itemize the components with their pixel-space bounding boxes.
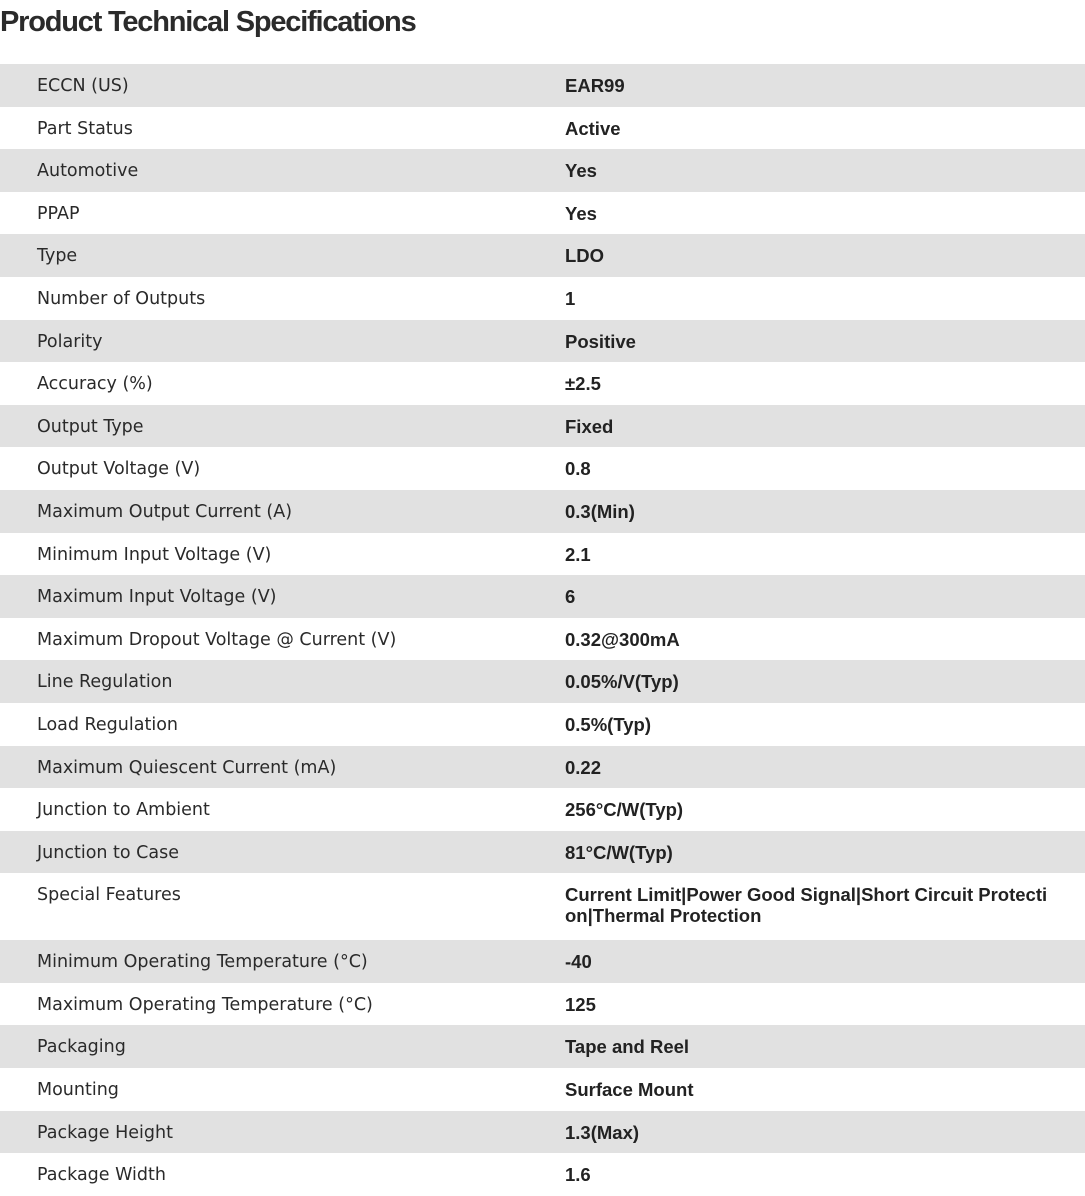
spec-label: Output Voltage (V) <box>0 447 565 490</box>
spec-row <box>0 1068 1085 1111</box>
spec-row <box>0 149 1085 192</box>
spec-label: Minimum Operating Temperature (°C) <box>0 940 565 983</box>
spec-value: 6 <box>565 575 1085 618</box>
spec-value: LDO <box>565 234 1085 277</box>
spec-label: Packaging <box>0 1025 565 1068</box>
spec-label: PPAP <box>0 192 565 235</box>
spec-label: Output Type <box>0 405 565 448</box>
spec-value: 1.3(Max) <box>565 1111 1085 1154</box>
spec-value: Tape and Reel <box>565 1025 1085 1068</box>
spec-label: ECCN (US) <box>0 64 565 107</box>
spec-label: Line Regulation <box>0 660 565 703</box>
spec-label: Mounting <box>0 1068 565 1111</box>
spec-row <box>0 277 1085 320</box>
spec-label: Maximum Quiescent Current (mA) <box>0 746 565 789</box>
spec-label: Package Height <box>0 1111 565 1154</box>
spec-row <box>0 533 1085 576</box>
spec-row <box>0 1025 1085 1068</box>
spec-row <box>0 703 1085 746</box>
spec-label: Special Features <box>0 873 565 940</box>
spec-label: Maximum Operating Temperature (°C) <box>0 983 565 1026</box>
spec-row <box>0 873 1085 940</box>
spec-row <box>0 320 1085 363</box>
spec-value: -40 <box>565 940 1085 983</box>
spec-value: Current Limit|Power Good Signal|Short Circuit Protection|Thermal Protection <box>565 873 1085 940</box>
spec-value: 1.6 <box>565 1153 1085 1196</box>
spec-value: 0.5%(Typ) <box>565 703 1085 746</box>
spec-row <box>0 447 1085 490</box>
spec-label: Type <box>0 234 565 277</box>
spec-value: 0.8 <box>565 447 1085 490</box>
spec-label: Polarity <box>0 320 565 363</box>
spec-value: Fixed <box>565 405 1085 448</box>
spec-row <box>0 490 1085 533</box>
spec-value: EAR99 <box>565 64 1085 107</box>
spec-value: Yes <box>565 192 1085 235</box>
spec-row <box>0 192 1085 235</box>
spec-value: 0.22 <box>565 746 1085 789</box>
spec-value: Active <box>565 107 1085 150</box>
spec-value: 0.3(Min) <box>565 490 1085 533</box>
spec-value: ±2.5 <box>565 362 1085 405</box>
spec-value: 256°C/W(Typ) <box>565 788 1085 831</box>
spec-row <box>0 1111 1085 1154</box>
spec-label: Automotive <box>0 149 565 192</box>
spec-value: Yes <box>565 149 1085 192</box>
spec-value: 0.05%/V(Typ) <box>565 660 1085 703</box>
page-title: Product Technical Specifications <box>0 6 416 38</box>
spec-value: Positive <box>565 320 1085 363</box>
spec-label: Maximum Dropout Voltage @ Current (V) <box>0 618 565 661</box>
spec-row <box>0 660 1085 703</box>
spec-value: Surface Mount <box>565 1068 1085 1111</box>
spec-label: Part Status <box>0 107 565 150</box>
spec-row <box>0 983 1085 1026</box>
spec-label: Number of Outputs <box>0 277 565 320</box>
spec-row <box>0 746 1085 789</box>
spec-row <box>0 234 1085 277</box>
spec-label: Accuracy (%) <box>0 362 565 405</box>
spec-row <box>0 107 1085 150</box>
spec-label: Package Width <box>0 1153 565 1196</box>
spec-row <box>0 618 1085 661</box>
spec-row <box>0 940 1085 983</box>
spec-row <box>0 788 1085 831</box>
spec-value: 1 <box>565 277 1085 320</box>
spec-row <box>0 575 1085 618</box>
spec-label: Load Regulation <box>0 703 565 746</box>
spec-row <box>0 405 1085 448</box>
spec-row <box>0 831 1085 874</box>
spec-row <box>0 64 1085 107</box>
spec-row <box>0 1153 1085 1196</box>
spec-label: Minimum Input Voltage (V) <box>0 533 565 576</box>
spec-value: 0.32@300mA <box>565 618 1085 661</box>
spec-value: 81°C/W(Typ) <box>565 831 1085 874</box>
spec-label: Maximum Output Current (A) <box>0 490 565 533</box>
spec-table <box>0 64 1085 1196</box>
spec-label: Junction to Ambient <box>0 788 565 831</box>
spec-value: 125 <box>565 983 1085 1026</box>
spec-label: Maximum Input Voltage (V) <box>0 575 565 618</box>
spec-label: Junction to Case <box>0 831 565 874</box>
spec-row <box>0 362 1085 405</box>
spec-value: 2.1 <box>565 533 1085 576</box>
